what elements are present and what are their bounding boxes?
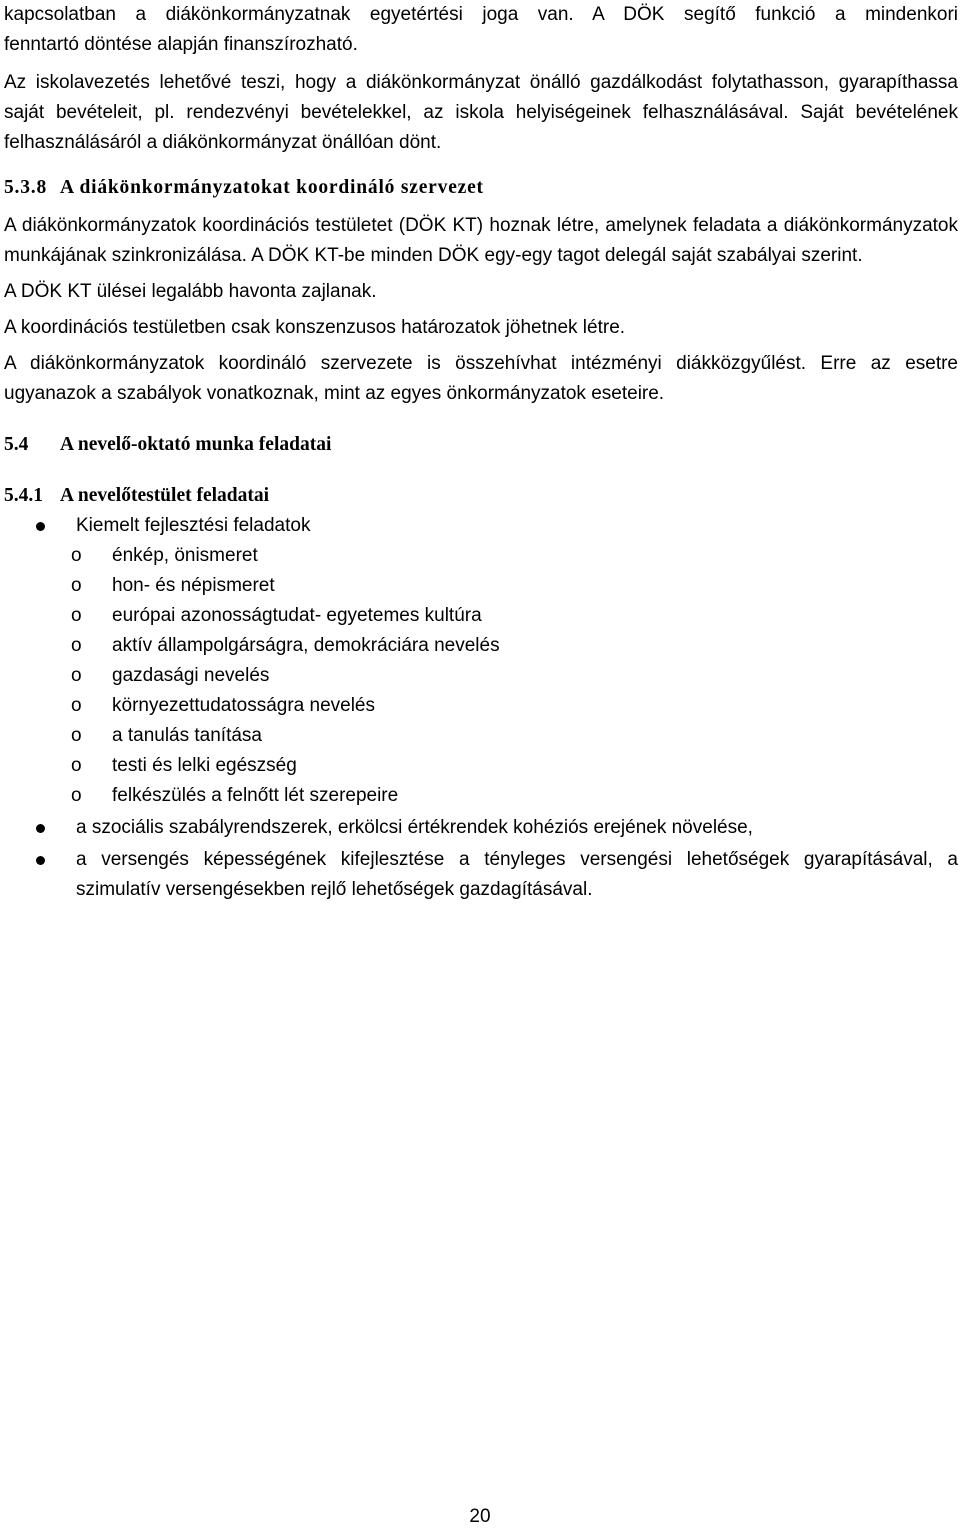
bullet-item-key-development-tasks [4, 511, 958, 541]
section-title: A nevelő-oktató munka feladatai [60, 434, 332, 455]
circle-bullet-icon: o [71, 695, 82, 716]
development-task-sub-list [4, 541, 958, 811]
intro-paragraph-1 [4, 0, 958, 30]
circle-bullet-icon: o [71, 545, 82, 566]
bullet-item-social-rules [4, 813, 958, 843]
sub-item-text: testi és lelki egészség [112, 755, 297, 776]
sub-list-item [4, 781, 958, 811]
sub-list-item [4, 631, 958, 661]
bullet-item-competition-skills [4, 845, 958, 905]
intro-paragraph-1-end [4, 30, 958, 60]
circle-bullet-icon: o [71, 665, 82, 686]
circle-bullet-icon: o [71, 635, 82, 656]
sub-list-item [4, 571, 958, 601]
bullet-text: Kiemelt fejlesztési feladatok [76, 515, 311, 536]
page-number: 20 [469, 1506, 491, 1527]
bullet-icon [36, 824, 45, 833]
dok-kt-paragraph-4: A diákönkormányzatok koordináló szervezete is összehívhat intézményi diákközgyűlést. Erre az esetre ugyanazok a szabályok vonatkoznak, mint az egyes önkormányzatok eseteire. [4, 353, 958, 404]
intro-paragraph-2: Az iskolavezetés lehetővé teszi, hogy a diákönkormányzat önálló gazdálkodást folytathasson, gyarapíthassa saját bevételeit, pl. rendezvényi bevételekkel, az iskola helyiségeinek felhasználásával. Saját bevételének felhasználásáról a diákönkormányzat önállóan dönt. [4, 72, 958, 153]
dok-kt-paragraph-3: A koordinációs testületben csak konszenzusos határozatok jöhetnek létre. [4, 317, 626, 338]
sub-list-item [4, 751, 958, 781]
sub-list-container [4, 541, 958, 811]
sub-item-text: európai azonosságtudat- egyetemes kultúra [112, 605, 482, 626]
sub-item-text: énkép, önismeret [112, 545, 258, 566]
bullet-icon [36, 522, 45, 531]
sub-list-item [4, 691, 958, 721]
section-title: A nevelőtestület feladatai [60, 485, 270, 506]
sub-item-text: felkészülés a felnőtt lét szerepeire [112, 785, 399, 806]
circle-bullet-icon: o [71, 755, 82, 776]
circle-bullet-icon: o [71, 575, 82, 596]
sub-list-item [4, 721, 958, 751]
section-heading-5-4 [4, 430, 958, 460]
sub-item-text: aktív állampolgárságra, demokráciára nevelés [112, 635, 500, 656]
sub-list-item [4, 661, 958, 691]
task-bullet-list [4, 511, 958, 905]
circle-bullet-icon: o [71, 725, 82, 746]
sub-list-item [4, 601, 958, 631]
dok-kt-paragraph-1: A diákönkormányzatok koordinációs testületet (DÖK KT) hoznak létre, amelynek feladata a diákönkormányzatok munkájának szinkronizálása. A DÖK KT-be minden DÖK egy-egy tagot delegál saját szabályai szerint. [4, 215, 958, 266]
intro-paragraph-1-line-1: kapcsolatban a diákönkormányzatnak egyetértési joga van. A DÖK segítő funkció a mindenkori [4, 4, 958, 25]
sub-item-text: a tanulás tanítása [112, 725, 262, 746]
sub-list-item [4, 541, 958, 571]
section-heading-5-4-1 [4, 481, 958, 511]
section-number: 5.4.1 [4, 485, 43, 506]
section-heading-5-3-8 [4, 173, 958, 203]
bullet-text: a versengés képességének kifejlesztése a tényleges versengési lehetőségek gyarapításával, a szimulatív versengésekben rejlő lehetőségek gazdagításával. [76, 849, 958, 900]
circle-bullet-icon: o [71, 605, 82, 626]
section-title: A diákönkormányzatokat koordináló szervezet [60, 177, 484, 198]
bullet-text: a szociális szabályrendszerek, erkölcsi értékrendek kohéziós erejének növelése, [76, 817, 753, 838]
sub-item-text: hon- és népismeret [112, 575, 275, 596]
sub-item-text: környezettudatosságra nevelés [112, 695, 375, 716]
intro-paragraph-1-line-2: fenntartó döntése alapján finanszírozható. [4, 34, 358, 55]
circle-bullet-icon: o [71, 785, 82, 806]
dok-kt-paragraph-2: A DÖK KT ülései legalább havonta zajlanak. [4, 281, 377, 302]
sub-item-text: gazdasági nevelés [112, 665, 270, 686]
document-page [4, 0, 958, 905]
section-number: 5.4 [4, 434, 29, 455]
section-number: 5.3.8 [4, 177, 47, 198]
bullet-icon [36, 856, 45, 865]
